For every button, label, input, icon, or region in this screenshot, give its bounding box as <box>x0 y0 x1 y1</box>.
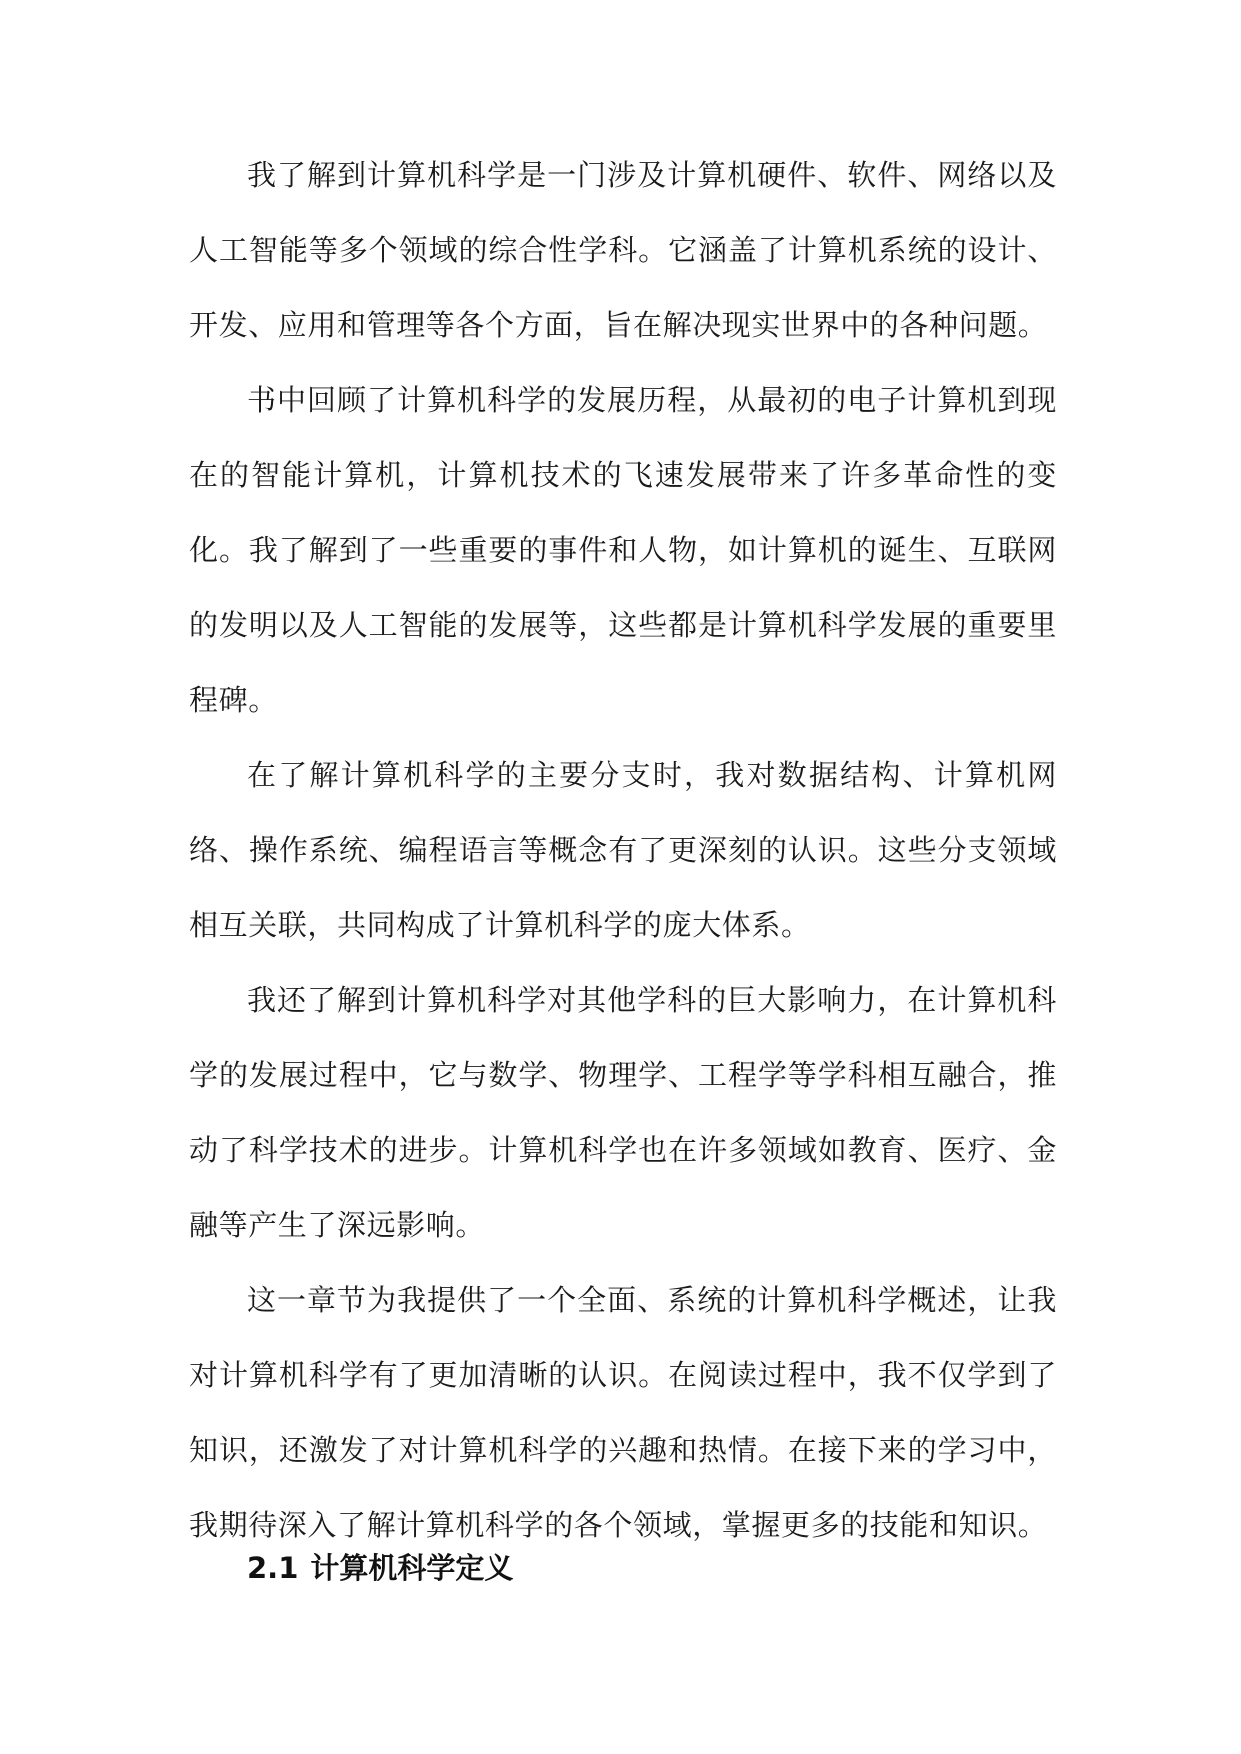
section-heading <box>247 1548 513 1588</box>
paragraph-2: 书中回顾了计算机科学的发展历程，从最初的电子计算机到现在的智能计算机，计算机技术的飞速发展带来了许多革命性的变化。我了解到了一些重要的事件和人物，如计算机的诞生、互联网的发明以及人工智能的发展等，这些都是计算机科学发展的重要里程碑。 <box>189 383 1057 717</box>
body-text <box>189 138 1057 1563</box>
section-title: 计算机科学定义 <box>310 1551 514 1585</box>
paragraph-1: 我了解到计算机科学是一门涉及计算机硬件、软件、网络以及人工智能等多个领域的综合性学科。它涵盖了计算机系统的设计、开发、应用和管理等各个方面，旨在解决现实世界中的各种问题。 <box>189 158 1057 342</box>
section-number: 2.1 <box>247 1551 299 1585</box>
paragraph-4: 我还了解到计算机科学对其他学科的巨大影响力，在计算机科学的发展过程中，它与数学、物理学、工程学等学科相互融合，推动了科学技术的进步。计算机科学也在许多领域如教育、医疗、金融等产生了深远影响。 <box>189 983 1057 1242</box>
paragraph-5: 这一章节为我提供了一个全面、系统的计算机科学概述，让我对计算机科学有了更加清晰的认识。在阅读过程中，我不仅学到了知识，还激发了对计算机科学的兴趣和热情。在接下来的学习中，我期待深入了解计算机科学的各个领域，掌握更多的技能和知识。 <box>189 1283 1057 1542</box>
paragraph-3: 在了解计算机科学的主要分支时，我对数据结构、计算机网络、操作系统、编程语言等概念有了更深刻的认识。这些分支领域相互关联，共同构成了计算机科学的庞大体系。 <box>189 758 1057 942</box>
